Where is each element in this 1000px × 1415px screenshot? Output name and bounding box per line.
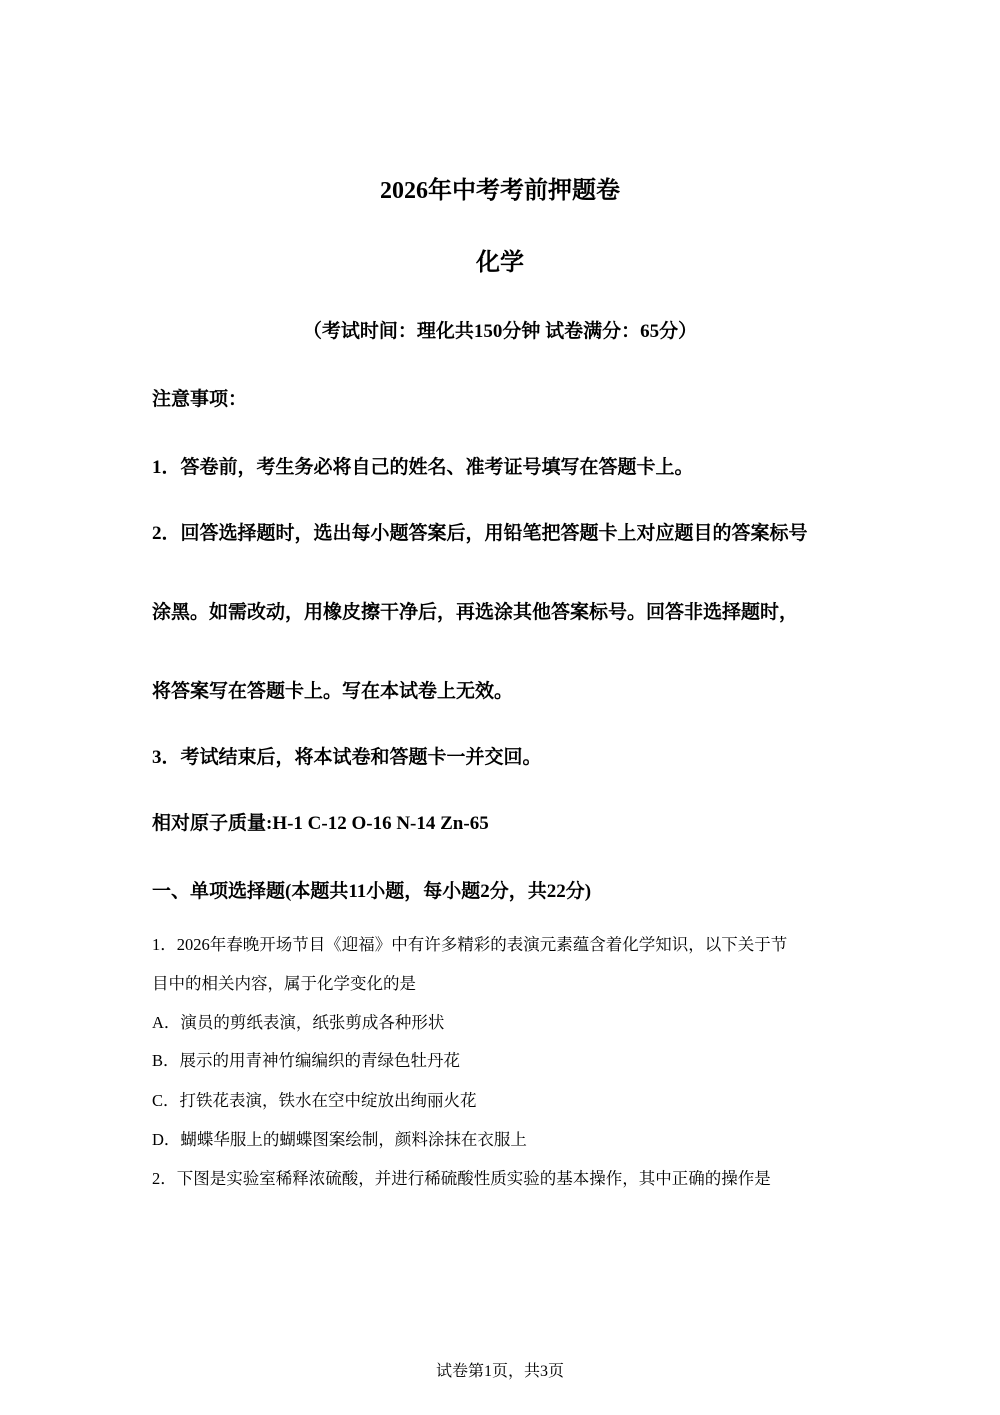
notes-item-3: 3．考试结束后，将本试卷和答题卡一并交回。 bbox=[152, 747, 542, 768]
notes-item-1: 1．答卷前，考生务必将自己的姓名、准考证号填写在答题卡上。 bbox=[152, 457, 694, 478]
q1-stem-line-1: 1．2026年春晚开场节目《迎福》中有许多精彩的表演元素蕴含着化学知识，以下关于节 bbox=[152, 935, 788, 954]
q1-stem-line-2: 目中的相关内容，属于化学变化的是 bbox=[152, 974, 416, 993]
page-footer: 试卷第1页，共3页 bbox=[435, 1363, 564, 1380]
section-1-heading: 一、单项选择题(本题共11小题，每小题2分，共22分) bbox=[152, 881, 592, 902]
q1-option-a: A．演员的剪纸表演，纸张剪成各种形状 bbox=[152, 1013, 445, 1032]
notes-heading: 注意事项： bbox=[152, 389, 248, 410]
exam-title: 2026年中考考前押题卷 bbox=[380, 178, 620, 204]
subject-title: 化学 bbox=[476, 250, 524, 276]
notes-item-2-line-3: 将答案写在答题卡上。写在本试卷上无效。 bbox=[152, 681, 514, 702]
q2-stem: 2．下图是实验室稀释浓硫酸，并进行稀硫酸性质实验的基本操作，其中正确的操作是 bbox=[152, 1169, 771, 1188]
notes-item-2-line-2: 涂黑。如需改动，用橡皮擦干净后，再选涂其他答案标号。回答非选择题时， bbox=[152, 602, 799, 623]
atomic-mass: 相对原子质量:H-1 C-12 O-16 N-14 Zn-65 bbox=[152, 813, 489, 834]
exam-info: （考试时间：理化共150分钟 试卷满分：65分） bbox=[302, 321, 698, 342]
q1-option-d: D．蝴蝶华服上的蝴蝶图案绘制，颜料涂抹在衣服上 bbox=[152, 1130, 527, 1149]
q1-option-b: B．展示的用青神竹编编织的青绿色牡丹花 bbox=[152, 1051, 461, 1070]
q1-option-c: C．打铁花表演，铁水在空中绽放出绚丽火花 bbox=[152, 1091, 477, 1110]
notes-item-2-line-1: 2．回答选择题时，选出每小题答案后，用铅笔把答题卡上对应题目的答案标号 bbox=[152, 523, 808, 544]
